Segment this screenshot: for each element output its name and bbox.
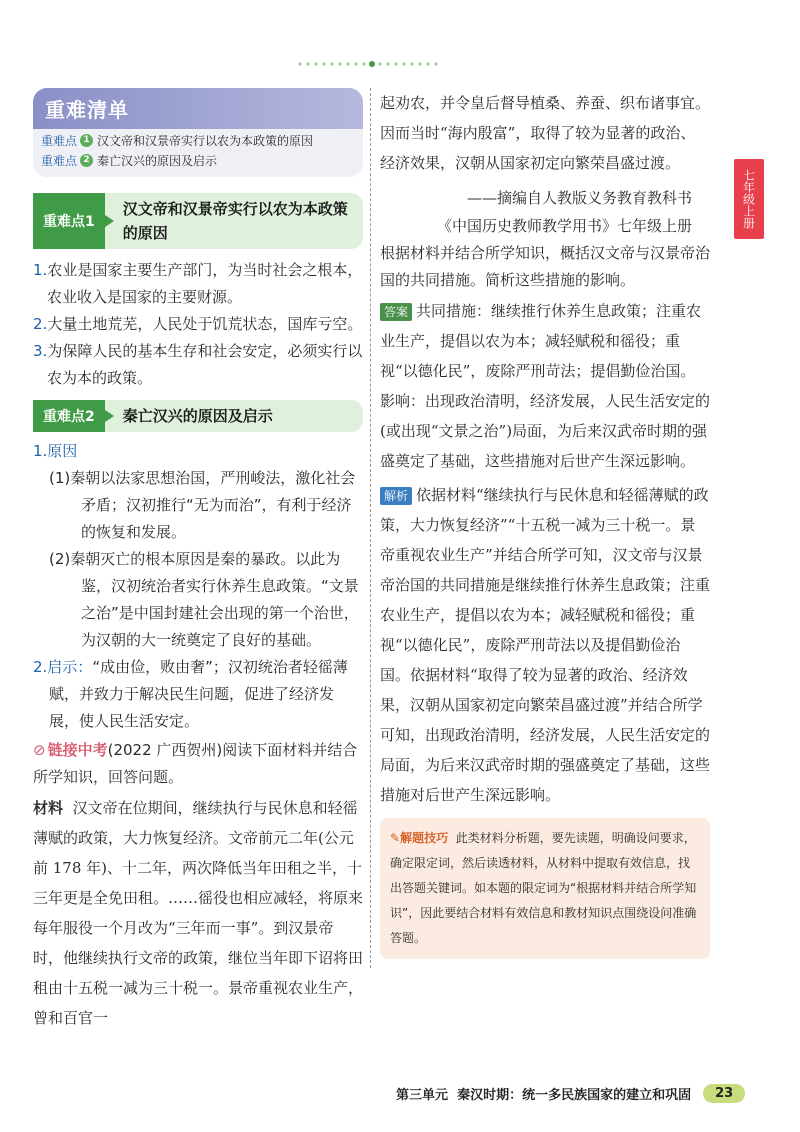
overview-item-text: 汉文帝和汉景帝实行以农为本政策的原因 [97,134,314,148]
keypoint-1-body [33,257,363,392]
keypoint-1-point [33,338,363,392]
explanation [380,480,710,810]
page-number: 23 [703,1084,745,1103]
link-exam [33,737,363,791]
keypoint-1-title: 汉文帝和汉景帝实行以农为本政策的原因 [122,200,348,242]
material-label: 材料 [33,799,64,817]
question: 根据材料并结合所学知识，概括汉文帝与汉景帝治国的共同措施。简析这些措施的影响。 [380,244,711,289]
keypoint-1-tag: 重难点1 [33,193,105,249]
reason-label: 1.原因 [33,442,78,460]
column-divider [370,88,371,968]
point-number: 1. [33,261,48,279]
source-line-1: ——摘编自人教版义务教育教科书 [466,189,692,207]
overview-item-text: 秦亡汉兴的原因及启示 [97,154,218,168]
overview-item [33,149,363,169]
material-text: 汉文帝在位期间，继续执行与民休息和轻徭薄赋的政策，大力恢复经济。文帝前元二年(公元前 178 年)、十二年，两次降低当年田租之半，十三年更是全免田租。……徭役也相应减轻，将原来每年服役一个月改为“三年而一事”。到汉景帝时，他继续执行文帝的政策，继位当年即下诏将田租由十五税一减为三十税一。景帝重视农业生产，曾和百官一 [33,799,364,1027]
grade-side-tab: 七年级上册 [734,159,764,239]
reason-number: (2) [49,550,71,568]
link-exam-source: (2022 广西贺州) [107,741,223,759]
answer [380,296,710,476]
explanation-text: 依据材料“继续执行与民休息和轻徭薄赋的政策，大力恢复经济”“十五税一减为三十税一。景帝重视农业生产”并结合所学可知，汉文帝与汉景帝治国的共同措施是继续推行休养生息政策；注重农业生产，提倡以农为本；减轻赋税和徭役；重视“以德化民”，废除严刑苛法以及提倡勤俭治国。依据材料“取得了较为显著的政治、经济效果，汉朝从国家初定向繁荣昌盛过渡”并结合所学可知，出现政治清明，经济发展，人民生活安定的局面，为后来汉武帝时期的强盛奠定了基础，这些措施对后世产生深远影响。 [380,486,711,804]
reason-text: 秦朝以法家思想治国，严刑峻法，激化社会矛盾；汉初推行“无为而治”，有利于经济的恢复和发展。 [70,469,356,541]
lightbulb-icon: ✎ [390,831,401,845]
point-number: 2. [33,315,48,333]
insight [33,654,363,735]
link-exam-label: 链接中考 [47,741,108,759]
left-column [33,88,363,1033]
keypoint-1-point [33,311,363,338]
link-exam-prompt: 阅读下面材料并结合所学知识，回答问题。 [33,741,358,786]
reason-item [33,546,363,654]
point-text: 为保障人民的基本生存和社会安定，必须实行以农为本的政策。 [47,342,363,387]
reason-item [33,465,363,546]
number-badge-icon: 2 [80,154,93,167]
keypoint-2-header [33,400,363,432]
number-badge-icon: 1 [80,134,93,147]
keypoint-2-tag: 重难点2 [33,400,105,432]
explanation-badge: 解析 [380,487,412,505]
keypoint-1-point [33,257,363,311]
overview-item-key: 重难点 [41,154,78,168]
answer-badge: 答案 [380,303,412,321]
reason-text: 秦朝灭亡的根本原因是秦的暴政。以此为鉴，汉初统治者实行休养生息政策。“文景之治”是中国封建社会出现的第一个治世，为汉朝的大一统奠定了良好的基础。 [70,550,359,649]
right-column [380,88,710,959]
page-footer [396,1084,745,1103]
tip-text: 此类材料分析题，要先读题，明确设问要求，确定限定词，然后读透材料，从材料中提取有效信息，找出答题关键词。如本题的限定词为“根据材料并结合所学知识”，因此要结合材料有效信息和教材知识点围绕设问准确答题。 [390,831,697,945]
overview-box [33,88,363,177]
point-text: 农业是国家主要生产部门，为当时社会之根本，农业收入是国家的主要财源。 [47,261,363,306]
overview-title: 重难清单 [33,88,363,129]
answer-text: 共同措施：继续推行休养生息政策；注重农业生产，提倡以农为本；减轻赋税和徭役；重视“以德化民”，废除严刑苛法；提倡勤俭治国。影响：出现政治清明，经济发展，人民生活安定的(或出现“文景之治”)局面，为后来汉武帝时期的强盛奠定了基础，这些措施对后世产生深远影响。 [380,302,711,470]
insight-text: “成由俭，败由奢”；汉初统治者轻徭薄赋，并致力于解决民生问题，促进了经济发展，使人民生活安定。 [49,658,348,730]
overview-item [33,129,363,149]
top-decoration [296,60,446,68]
source-line-2: 《中国历史教师教学用书》七年级上册 [436,217,692,235]
link-icon: ⊘ [33,741,46,759]
material [33,793,363,1033]
point-text: 大量土地荒芜，人民处于饥荒状态，国库亏空。 [47,315,363,333]
footer-unit: 第三单元 [396,1088,449,1103]
overview-item-key: 重难点 [41,134,78,148]
reason-number: (1) [49,469,71,487]
insight-label: 2.启示： [33,658,93,676]
keypoint-1-header [33,193,363,249]
point-number: 3. [33,342,48,360]
tip-label-text: 解题技巧 [400,831,449,845]
tip-box [380,818,710,959]
tip-label [390,831,448,845]
footer-title: 秦汉时期：统一多民族国家的建立和巩固 [457,1088,692,1103]
material-continued: 起劝农，并令皇后督导植桑、养蚕、织布诸事宜。因而当时“海内殷富”，取得了较为显著的政治、经济效果，汉朝从国家初定向繁荣昌盛过渡。 [380,94,711,172]
keypoint-2-body [33,438,363,735]
keypoint-2-title: 秦亡汉兴的原因及启示 [122,407,273,425]
